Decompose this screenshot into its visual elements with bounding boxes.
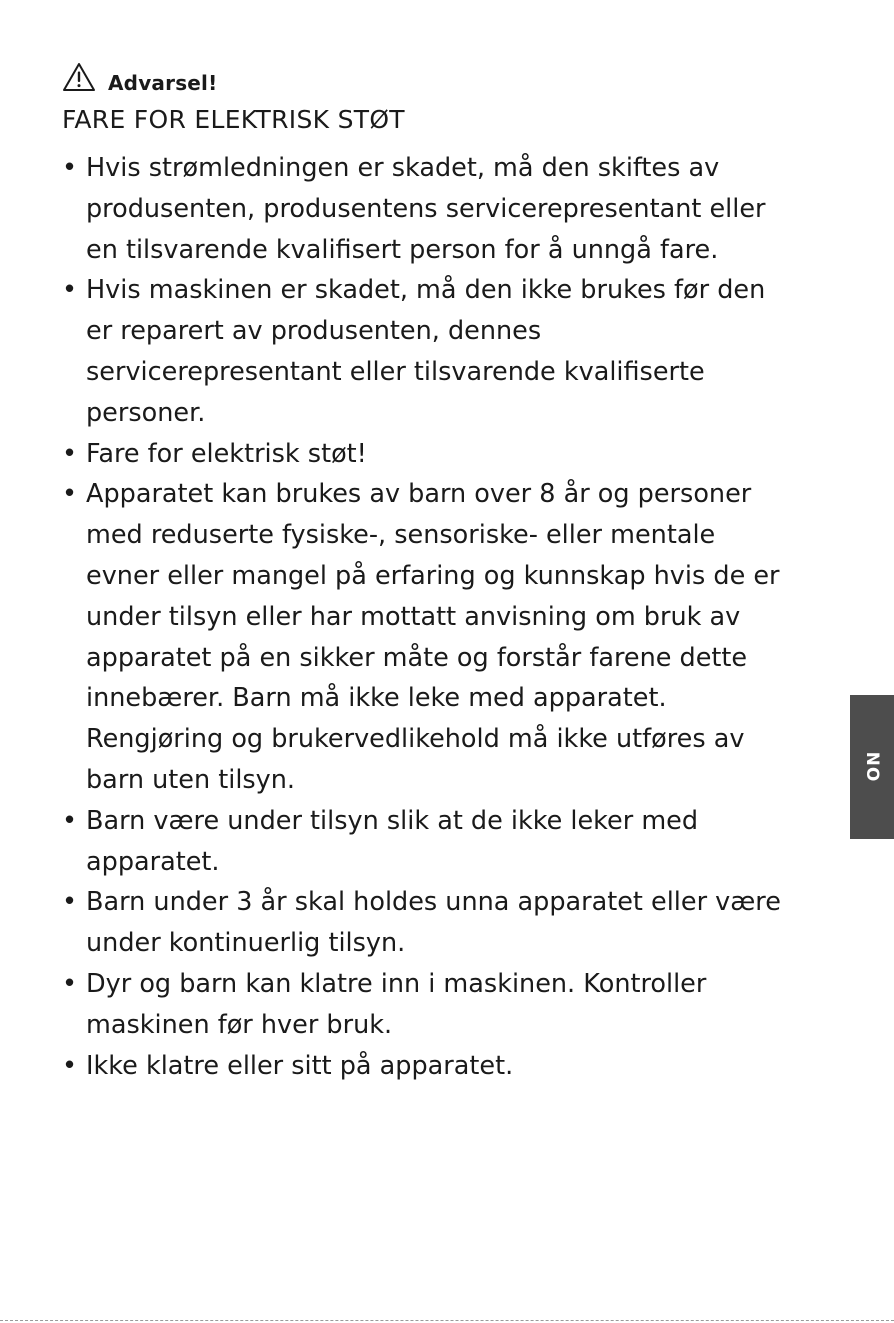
bullet-text [86, 882, 822, 964]
list-item [62, 434, 822, 475]
language-tab-label: NO [862, 751, 882, 783]
bullet-text [86, 1046, 822, 1087]
warning-header [62, 60, 217, 94]
text-line: Fare for elektrisk støt! [86, 438, 367, 469]
list-item [62, 474, 822, 800]
bullet-marker: • [62, 887, 78, 918]
text-line: under kontinuerlig tilsyn. [86, 928, 406, 959]
text-line: en tilsvarende kvalifisert person for å unngå fare. [86, 234, 719, 265]
text-line: evner eller mangel på erfaring og kunnskap hvis de er [86, 560, 780, 591]
text-line: Ikke klatre eller sitt på apparatet. [86, 1050, 514, 1081]
bullet-marker: • [62, 275, 78, 306]
text-line: Hvis maskinen er skadet, må den ikke brukes før den [86, 275, 766, 306]
list-item [62, 801, 822, 883]
text-line: maskinen før hver bruk. [86, 1009, 393, 1040]
text-line: servicerepresentant eller tilsvarende kvalifiserte [86, 356, 705, 387]
bullet-text [86, 964, 822, 1046]
text-line: med reduserte fysiske-, sensoriske- eller mentale [86, 520, 716, 551]
warning-label: Advarsel! [108, 71, 218, 95]
bullet-marker: • [62, 153, 78, 183]
language-tab [850, 695, 894, 839]
list-item [62, 964, 822, 1046]
text-line: er reparert av produsenten, dennes [86, 316, 542, 347]
text-line: Rengjøring og brukervedlikehold må ikke utføres av [86, 724, 745, 755]
text-line: personer. [86, 397, 206, 428]
bullet-marker: • [62, 1050, 78, 1081]
bullet-text [86, 148, 822, 270]
text-line: Apparatet kan brukes av barn over 8 år og personer [86, 479, 752, 510]
section-title: FARE FOR ELEKTRISK STØT [62, 105, 405, 134]
warning-triangle-icon [62, 62, 96, 92]
bullet-text [86, 434, 822, 475]
text-line: produsenten, produsentens servicerepresentant eller [86, 193, 766, 224]
list-item [62, 270, 822, 433]
bullet-text [86, 474, 822, 800]
text-line: apparatet på en sikker måte og forstår farene dette [86, 642, 748, 673]
text-line: under tilsyn eller har mottatt anvisning om bruk av [86, 601, 741, 632]
text-line: Dyr og barn kan klatre inn i maskinen. Kontroller [86, 968, 707, 999]
text-line: Hvis strømledningen er skadet, må den skiftes av [86, 153, 720, 183]
text-line: Barn være under tilsyn slik at de ikke leker med [86, 805, 699, 836]
text-line: innebærer. Barn må ikke leke med apparatet. [86, 683, 667, 714]
bullet-text [86, 801, 822, 883]
text-line: apparatet. [86, 846, 220, 877]
bottom-cut-line [0, 1320, 894, 1321]
text-line: Barn under 3 år skal holdes unna apparatet eller være [86, 887, 781, 918]
bullet-marker: • [62, 968, 78, 999]
bullet-list [62, 148, 822, 1086]
list-item [62, 148, 822, 270]
bullet-marker: • [62, 438, 78, 469]
bullet-marker: • [62, 479, 78, 510]
list-item [62, 1046, 822, 1087]
bullet-marker: • [62, 805, 78, 836]
bullet-text [86, 270, 822, 433]
list-item [62, 882, 822, 964]
text-line: barn uten tilsyn. [86, 764, 296, 795]
